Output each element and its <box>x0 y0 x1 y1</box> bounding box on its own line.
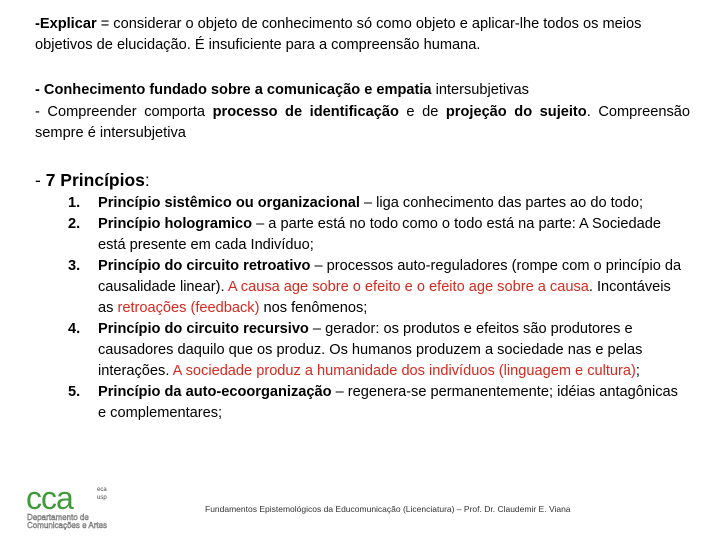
principle-item <box>35 193 690 214</box>
term-identificacao: processo de identificação <box>212 104 399 120</box>
logo-line1: Departamento de <box>27 513 89 522</box>
logo-line2: Comunicações e Artes <box>27 521 108 530</box>
principle-text: . Incontáveis as <box>98 279 671 316</box>
principle-number: 5. <box>68 384 81 400</box>
principle-number: 1. <box>68 195 81 211</box>
principle-item <box>35 319 690 382</box>
principle-highlight: A sociedade produz a humanidade dos indivíduos (linguagem e cultura) <box>172 363 636 379</box>
principle-number: 4. <box>68 321 81 337</box>
conhecimento-text: intersubjetivas <box>431 82 529 98</box>
principle-text: – liga conhecimento das partes ao do todo; <box>359 195 644 211</box>
principle-item <box>35 256 690 319</box>
heading-colon: : <box>144 170 150 190</box>
principle-title: Princípio sistêmico ou organizacional <box>98 195 360 211</box>
paragraph-conhecimento <box>35 80 690 101</box>
principle-highlight: retroações (feedback) <box>117 300 260 316</box>
compreender-text-1: - Compreender comporta <box>35 104 213 120</box>
principles-list <box>35 193 690 424</box>
principle-highlight: A causa age sobre o efeito e o efeito age sobre a causa <box>227 279 589 295</box>
principle-title: Princípio hologramico <box>98 216 253 232</box>
compreender-text-3: . Compreensão sempre é intersubjetiva <box>35 104 690 141</box>
principle-text: – a parte está no todo como o todo está na parte: A Sociedade está presente em cada Indivíduo; <box>98 216 661 253</box>
principle-title: Princípio da auto-ecoorganização <box>98 384 332 400</box>
term-explicar: -Explicar <box>35 16 97 32</box>
principle-text: – regenera-se permanentemente; idéias antagônicas e complementares; <box>98 384 678 421</box>
principle-text: ; <box>635 363 640 379</box>
principle-text: – processos auto-reguladores (rompe com o princípio da causalidade linear). <box>98 258 682 295</box>
principles-heading <box>35 168 150 192</box>
paragraph-explicar <box>35 14 690 56</box>
principle-text: – gerador: os produtos e efeitos são produtores e causadores daquilo que os produz. Os humanos produzem a sociedade nas e pelas interações. <box>98 321 643 379</box>
explicar-definition: = considerar o objeto de conhecimento só como objeto e aplicar-lhe todos os meios objetivos de elucidação. É insuficiente para a compreensão humana. <box>35 16 642 53</box>
logo-usp: usp <box>97 495 107 501</box>
principle-item <box>35 382 690 424</box>
principle-title: Princípio do circuito recursivo <box>98 321 309 337</box>
principle-text: nos fenômenos; <box>259 300 368 316</box>
term-conhecimento: - Conhecimento fundado sobre a comunicação e empatia <box>35 82 432 98</box>
term-projecao: projeção do sujeito <box>445 104 587 120</box>
heading-dash: - <box>35 170 46 190</box>
paragraph-compreender <box>35 102 690 144</box>
logo-mark: cca <box>26 482 73 516</box>
logo-eca: eca <box>97 487 107 493</box>
principle-item <box>35 214 690 256</box>
principle-number: 3. <box>68 258 81 274</box>
cca-logo <box>26 482 118 530</box>
heading-title: 7 Princípios <box>45 170 145 190</box>
footer-credit: Fundamentos Epistemológicos da Educomunicação (Licenciatura) – Prof. Dr. Claudemir E. Viana <box>205 504 571 514</box>
principle-title: Princípio do circuito retroativo <box>98 258 311 274</box>
compreender-text-2: e de <box>398 104 446 120</box>
principle-number: 2. <box>68 216 81 232</box>
